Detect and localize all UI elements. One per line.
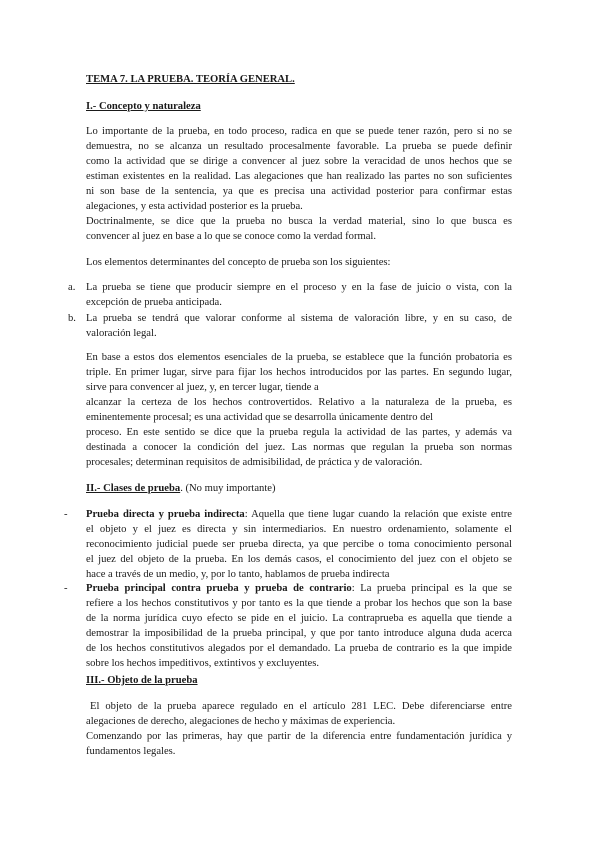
paragraph-line: proceso. En este sentido se dice que la prueba regula la actividad de las partes, y además va — [86, 427, 512, 438]
paragraph-line: alcanzar la certeza de los hechos controvertidos. Relativo a la naturaleza de la prueba, es — [86, 397, 512, 408]
paragraph-line: El objeto de la prueba aparece regulado en el artículo 281 LEC. Debe diferenciarse entre — [90, 701, 512, 712]
bullet-marker: - — [64, 583, 68, 594]
paragraph-line: convencer al juez en base a lo que se conoce como la verdad formal. — [86, 231, 377, 242]
bullet-line: sobre los hechos impeditivos, extintivos y excluyentes. — [86, 658, 320, 669]
bullet-term: Prueba directa y prueba indirecta — [86, 509, 245, 520]
bullet-term: Prueba principal contra prueba y prueba de contrario — [86, 583, 352, 594]
list-marker: b. — [68, 313, 76, 324]
list-item-line: valoración legal. — [86, 328, 157, 339]
bullet-line: refiere a los hechos constitutivos y por tanto es la que tiende a probar los hechos que son la base — [86, 598, 512, 609]
list-item-line: excepción de prueba anticipada. — [86, 297, 222, 308]
paragraph-line: demuestra, no se alcanza un resultado procesalmente favorable. La prueba se puede definir — [86, 141, 512, 152]
paragraph-line: En base a estos dos elementos esenciales de la prueba, se establece que la función probatoria es — [86, 352, 512, 363]
bullet-first-rest: : La prueba principal es la que se — [351, 583, 512, 594]
bullet-line: demostrar la imposibilidad de la prueba principal, y que por tanto introduce alguna duda acerca — [86, 628, 512, 639]
section-heading-clases — [86, 482, 276, 495]
section-heading-clases-note: . (No muy importante) — [180, 483, 276, 494]
bullet-line: hace a través de un medio, y, por lo tanto, hablamos de prueba indirecta — [86, 569, 390, 580]
paragraph-line: Lo importante de la prueba, en todo proceso, radica en que se puede tener razón, pero si no se — [86, 126, 512, 137]
paragraph-line: como la actividad que se dirige a convencer al juez sobre la veracidad de unos hechos que se — [86, 156, 512, 167]
list-item-line: La prueba se tendrá que valorar conforme al sistema de valoración libre, y en su caso, de — [86, 313, 512, 324]
bullet-first-line — [86, 582, 512, 595]
bullet-line: de los hechos constitutivos alegados por el demandado. La prueba de contrario es la que impide — [86, 643, 512, 654]
list-marker: a. — [68, 282, 76, 293]
bullet-first-line — [86, 508, 512, 521]
paragraph-line: estiman existentes en la realidad. Las alegaciones que han realizado las partes no son suficientes — [86, 171, 512, 182]
bullet-line: el objeto y el juez es directa y sin intermediarios. En nuestro ordenamiento, solamente el — [86, 524, 512, 535]
bullet-line: el juez del objeto de la prueba. En los demás casos, el conocimiento del juez con el objeto se — [86, 554, 512, 565]
paragraph-line: fundamentos legales. — [86, 746, 176, 757]
paragraph-line: triple. En primer lugar, sirve para fijar los hechos introducidos por las partes. En segundo lugar, — [86, 367, 512, 378]
paragraph-line: ni son base de la sentencia, ya que es precisa una actividad posterior para confirmar estas — [86, 186, 512, 197]
bullet-marker: - — [64, 509, 68, 520]
paragraph-line: destinada a conocer la condición del juez. Las normas que regulan la prueba son normas — [86, 442, 512, 453]
elements-intro: Los elementos determinantes del concepto de prueba son los siguientes: — [86, 257, 391, 268]
paragraph-line: Comenzando por las primeras, hay que partir de la diferencia entre fundamentación jurídica y — [86, 731, 512, 742]
document-title: TEMA 7. LA PRUEBA. TEORÍA GENERAL. — [86, 74, 295, 85]
section-heading-clases-title: II.- Clases de prueba — [86, 483, 181, 494]
paragraph-line: alegaciones de derecho, alegaciones de hecho y máximas de experiencia. — [86, 716, 396, 727]
paragraph-line: sirve para convencer al juez, y, en tercer lugar, tiende a — [86, 382, 319, 393]
section-heading-concepto: I.- Concepto y naturaleza — [86, 101, 201, 112]
list-item-line: La prueba se tiene que producir siempre en el proceso y en la fase de juicio o vista, con la — [86, 282, 512, 293]
section-heading-objeto: III.- Objeto de la prueba — [86, 675, 198, 686]
bullet-line: de la norma jurídica cuyo efecto se pide en el juicio. La contraprueba es aquella que tiende a — [86, 613, 512, 624]
bullet-first-rest: : Aquella que tiene lugar cuando la relación que existe entre — [244, 509, 512, 520]
paragraph-line: eminentemente procesal; es una actividad que se desarrolla únicamente dentro del — [86, 412, 434, 423]
paragraph-line: Doctrinalmente, se dice que la prueba no busca la verdad material, sino lo que busca es — [86, 216, 512, 227]
paragraph-line: procesales; determinan requisitos de admisibilidad, de práctica y de valoración. — [86, 457, 423, 468]
bullet-line: reconocimiento judicial puede ser prueba directa, ya que percibe o toma conocimiento personal — [86, 539, 512, 550]
paragraph-line: alegaciones, y esta actividad posterior es la prueba. — [86, 201, 303, 212]
